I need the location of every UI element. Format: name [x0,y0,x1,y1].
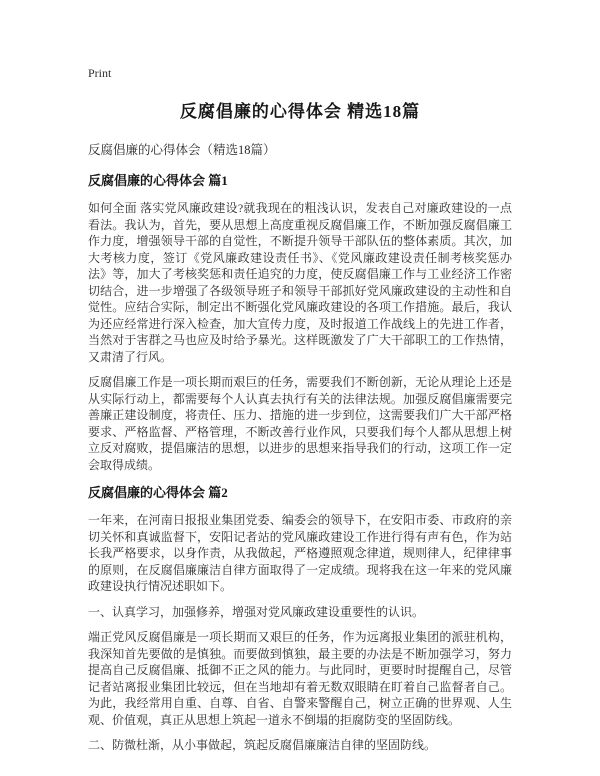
article-section-1 [88,170,512,473]
paragraph: 端正党风反腐倡廉是一项长期而又艰巨的任务，作为远离报业集团的派驻机构，我深知首先要做的是慎独。而要做到慎独，最主要的办法是不断加强学习，努力提高自己反腐倡廉、抵御不正之风的能力。与此同时，更要时时提醒自己，尽管记者站离报业集团比较远，但在当地却有着无数双眼睛在盯着自己监督者自己。为此，我经常用自重、自尊、自省、自警来警醒自己，树立正确的世界观、人生观、价值观，真正从思想上筑起一道永不倒塌的拒腐防变的坚固防线。 [88,630,512,727]
paragraph: 二、防微杜渐，从小事做起，筑起反腐倡廉廉洁自律的坚固防线。 [88,738,437,752]
paragraph: 一、认真学习，加强修养，增强对党风廉政建设重要性的认识。 [88,604,425,619]
section-heading-2: 反腐倡廉的心得体会 篇2 [88,485,228,500]
print-link[interactable]: Print [88,66,112,80]
page-title: 反腐倡廉的心得体会 精选18篇 [179,102,421,121]
section-heading-1: 反腐倡廉的心得体会 篇1 [88,173,228,188]
article-section-2 [88,482,512,754]
paragraph: 反腐倡廉工作是一项长期而艰巨的任务，需要我们不断创新，无论从理论上还是从实际行动上，都需要每个人认真去执行有关的法律法规。加强反腐倡廉需要完善廉正建设制度，将责任、压力、措施的进一步到位，这需要我们广大干部严格要求、严格监督、严格管理，不断改善行业作风，只要我们每个人都从思想上树立反对腐败，提倡廉洁的思想，以进步的思想来指导我们的行动，这项工作一定会取得成绩。 [88,375,512,472]
paragraph: 如何全面 落实党风廉政建设?就我现在的粗浅认识，发表自己对廉政建设的一点看法。我认为，首先，要从思想上高度重视反腐倡廉工作，不断加强反腐倡廉工作力度，增强领导干部的自觉性，不断提升领导干部队伍的整体素质。其次，加大考核力度，签订《党风廉政建设责任书》、《党风廉政建设责任制考核奖惩办法》等，加大了考核奖惩和责任追究的力度，使反腐倡廉工作与工业经济工作密切结合，进一步增强了各级领导班子和领导干部抓好党风廉政建设的主动性和自觉性。应结合实际，制定出不断强化党风廉政建设的各项工作措施。最后，我认为还应经常进行深入检查，加大宣传力度，及时报道工作战线上的先进工作者，当然对于害群之马也应及时给予暴光。这样既激发了广大干部职工的工作热情，又肃清了行风。 [88,201,512,364]
paragraph: 一年来，在河南日报报业集团党委、编委会的领导下，在安阳市委、市政府的亲切关怀和真诚监督下，安阳记者站的党风廉政建设工作进行得有声有色，作为站长我严格要求，以身作责，从我做起，严格遵照观念律道，规则律人，纪律律事的原则，在反腐倡廉廉洁自律方面取得了一定成绩。现将我在这一年来的党风廉政建设执行情况述职如下。 [88,513,512,593]
page-subtitle: 反腐倡廉的心得体会（精选18篇） [88,143,276,157]
